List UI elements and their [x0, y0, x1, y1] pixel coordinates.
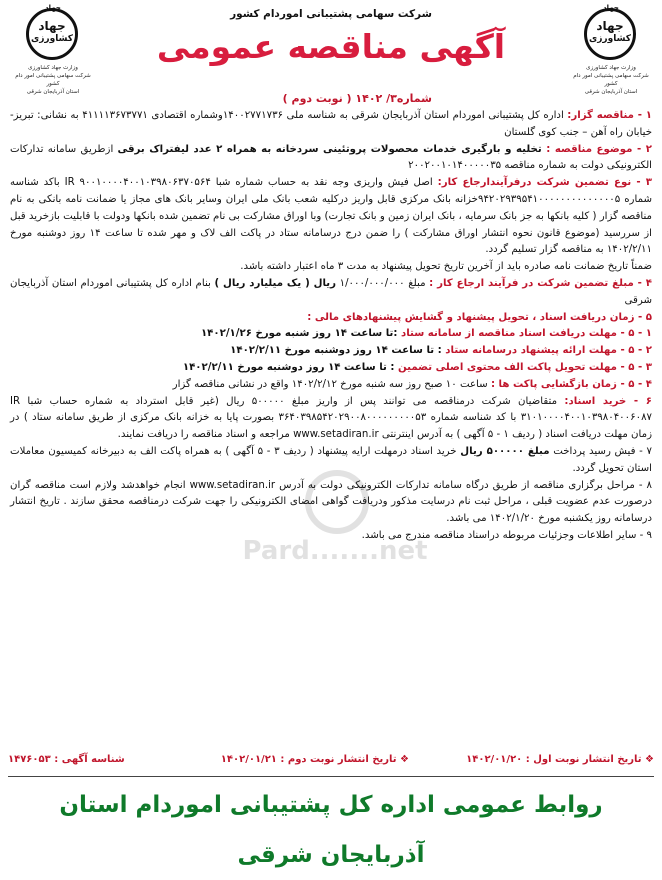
tender-number: شماره۳/ ۱۴۰۲ ( نوبت دوم ) [282, 92, 432, 105]
seal-sub-line1: وزارت جهاد کشاورزی [586, 65, 636, 71]
section-7-text-b: خرید اسناد درمهلت ارایه پیشنهاد ( ردیف ۳ - ۵ آگهی ) به همراه پاکت الف به دبیرخانه کمیسیون معاملات استان تحویل گردد. [10, 445, 652, 474]
publication-info [8, 754, 654, 772]
seal-sub-line3: استان آذربایجان شرقی [26, 89, 80, 95]
section-5-2-label: ۲ - ۵ - مهلت ارائه پیشنهاد درسامانه ستاد [445, 345, 652, 357]
section-6 [10, 394, 652, 444]
section-4-amount: ریال ( یک میلیارد ریال ) [214, 277, 336, 289]
first-publication-date: ❖ تاریخ انتشار نوبت اول : ۱۴۰۲/۰۱/۲۰ [466, 754, 654, 765]
section-5-3-text: : تا ساعت ۱۴ روز دوشنبه مورخ ۱۴۰۲/۲/۱۱ [182, 361, 399, 373]
section-5-4 [10, 377, 652, 394]
seal-name-line2: کشاورزی [31, 34, 73, 44]
seal-subtitle [8, 64, 98, 96]
section-3-note: ضمناً تاریخ ضمانت نامه صادره باید از آخرین تاریخ تحویل پیشنهاد به مدت ۳ ماه اعتبار داشته باشد. [240, 261, 652, 273]
section-4-text: مبلغ ۱/۰۰۰/۰۰۰/۰۰۰ [335, 277, 430, 289]
section-7-text-a: ۷ - فیش رسید پرداخت [549, 445, 652, 457]
section-3-label: ۳ - نوع تضمین شرکت درفرآیندارجاع کار: [437, 177, 652, 189]
section-5-1-text: :تا ساعت ۱۴ روز شنبه مورخ ۱۴۰۲/۱/۲۶ [200, 328, 401, 340]
section-2 [10, 142, 652, 176]
section-5-2 [10, 343, 652, 360]
seal-name [26, 20, 78, 46]
section-5-3 [10, 360, 652, 377]
section-5-3-label: ۳ - ۵ - مهلت تحویل پاکت الف محتوی اصلی تضمین [398, 361, 652, 373]
section-4-label: ۴ - مبلغ تضمین شرکت در فرآیند ارجاع کار : [429, 277, 652, 289]
seal-top-text: جهاد [603, 4, 619, 12]
section-2-label: ۲ - موضوع مناقصه : [546, 143, 652, 155]
section-5-1 [10, 326, 652, 343]
seal-sub-line2: شرکت سهامی پشتیبانی امور دام کشور [573, 73, 649, 87]
seal-subtitle [566, 64, 656, 96]
tender-body [10, 108, 652, 545]
seal-sub-line1: وزارت جهاد کشاورزی [28, 65, 78, 71]
section-9: ۹ - سایر اطلاعات وجزئیات مربوطه دراسناد مناقصه مندرج می باشد. [361, 529, 652, 541]
watermark-text: Pard.......net [242, 536, 428, 566]
section-5-4-text: ساعت ۱۰ صبح روز سه شنبه مورخ ۱۴۰۲/۲/۱۲ واقع در نشانی مناقصه گزار [172, 378, 491, 390]
jihad-logo-left [8, 6, 98, 98]
seal-name-line1: جهاد [596, 19, 624, 33]
jihad-logo-right [566, 6, 656, 98]
second-publication-date: ❖ تاریخ انتشار نوبت دوم : ۱۴۰۲/۰۱/۲۱ [220, 754, 409, 765]
section-5-2-text: : تا ساعت ۱۴ روز دوشنبه مورخ ۱۴۰۲/۲/۱۱ [230, 345, 446, 357]
seal-sub-line3: استان آذربایجان شرقی [584, 89, 638, 95]
section-1-label: ۱ - مناقصه گزار: [567, 110, 652, 121]
seal-name-line1: جهاد [38, 19, 66, 33]
ad-id: شناسه آگهی : ۱۴۷۶۰۵۳ [8, 754, 125, 765]
section-7-amount: مبلغ ۵۰۰۰۰۰ ریال [460, 445, 550, 457]
seal-name [584, 20, 636, 46]
section-2-text: ازطریق سامانه تدارکات الکترونیکی دولت به شماره مناقصه ۲۰۰۲۰۰۱۰۱۴۰۰۰۰۰۳۵ [10, 143, 652, 172]
public-relations-footer: روابط عمومی اداره کل پشتیبانی اموردام استان آذربایجان شرقی [59, 792, 603, 868]
section-6-label: ۶ - خرید اسناد: [564, 395, 652, 407]
section-1 [10, 108, 652, 142]
section-2-subject: تخلیه و بارگیری خدمات محصولات پروتئینی سردخانه به همراه ۲ عدد لیفتراک برقی [117, 143, 547, 155]
page-title: آگهی مناقصه عمومی [156, 27, 506, 66]
section-4-tail: بنام اداره کل پشتیبانی اموردام استان آذربایجان شرقی [10, 277, 652, 306]
company-name: شرکت سهامی پشتیبانی اموردام کشور [230, 8, 432, 20]
section-5-label: ۵ - زمان دریافت اسناد ، تحویل پیشنهاد و گشایش پیشنهادهای مالی : [307, 311, 652, 323]
footer-divider [8, 776, 654, 777]
section-5-1-label: ۱ - ۵ - مهلت دریافت اسناد مناقصه از سامانه ستاد [400, 328, 652, 340]
section-8: ۸ - مراحل برگزاری مناقصه از طریق درگاه سامانه تدارکات الکترونیکی دولت به آدرس www.setadiran.ir انجام خواهدشد ولازم است مناقصه گران درصورت عدم عضویت قبلی ، مراحل ثبت نام درسایت مذکور ودریافت گواهی امضای الکترونیکی را جهت شرکت درمناقصه محقق سازند . تاریخ انتشار درسامانه روز یکشنبه مورخ ۱۴۰۲/۱/۲۰ می باشد. [10, 479, 652, 525]
section-6-text: متقاضیان شرکت درمناقصه می توانند پس از واریز مبلغ ۵۰۰۰۰۰ ریال (غیر قابل استرداد به شماره حساب شبا IR ۳۱۰۱۰۰۰۰۴۰۰۱۰۳۹۸۰۴۰۰۶۰۸۷ با کد شناسه شماره ۳۶۴۰۳۹۸۵۴۲۰۲۹۰۰۸۰۰۰۰۰۰۰۰۰۵۳ بصورت پایا به خزانه بانک مرکزی از طریق سامانه ستاد ) در زمان مهلت دریافت اسناد ( ردیف ۱ - ۵ آگهی ) به آدرس اینترنتی www.setadiran.ir مراجعه و اسناد مناقصه را دریافت نمایند. [10, 395, 653, 441]
seal-name-line2: کشاورزی [589, 34, 631, 44]
section-3-text: اصل فیش واریزی وجه نقد به حساب شماره شبا IR ۹۰۰۱۰۰۰۰۴۰۰۱۰۳۹۸۰۶۳۷۰۵۶۴ باکد شناسه شماره ۹۴۲۰۲۹۳۹۵۴۱۰۰۰۰۰۰۰۰۰۰۰۰۰۰۵خزانه بانک مرکزی قابل واریز درکلیه شعب بانک ملی ایران وسایر بانک های مجاز یا ضمانت نامه بانکی به نام مناقصه گزار ( کلیه بانکها به جز بانک سرمایه ، بانک ایران زمین و بانک تجارت) وبا اوراق مشارکت بی نام تضمین شده بانکها ودولت با قابلیت بازخرید قبل از سررسید (موضوع قانون نحوه انتشار اوراق مشارکت ) را ضمن درج درسامانه ستاد در پاکت الف لاک و مهر شده تا ساعت ۱۴ روز دوشنبه مورخ ۱۴۰۲/۲/۱۱ به مناقصه گزار تسلیم گردد. [10, 177, 653, 256]
seal-sub-line2: شرکت سهامی پشتیبانی امور دام کشور [15, 73, 91, 87]
section-3 [10, 175, 652, 259]
section-4 [10, 276, 652, 310]
section-1-text: اداره کل پشتیبانی اموردام استان آذربایجان شرقی به شناسه ملی ۱۴۰۰۲۷۷۱۷۳۶وشماره اقتصادی ۴۱۱۱۱۳۶۷۳۷۷۱ به نشانی: تبریز- خیابان راه آهن – جنب کوی گلستان [10, 110, 652, 138]
seal-top-text: جهاد [45, 4, 61, 12]
section-5-4-label: ۴ - ۵ - زمان بازگشایی پاکت ها : [490, 378, 652, 390]
section-7 [10, 444, 652, 478]
